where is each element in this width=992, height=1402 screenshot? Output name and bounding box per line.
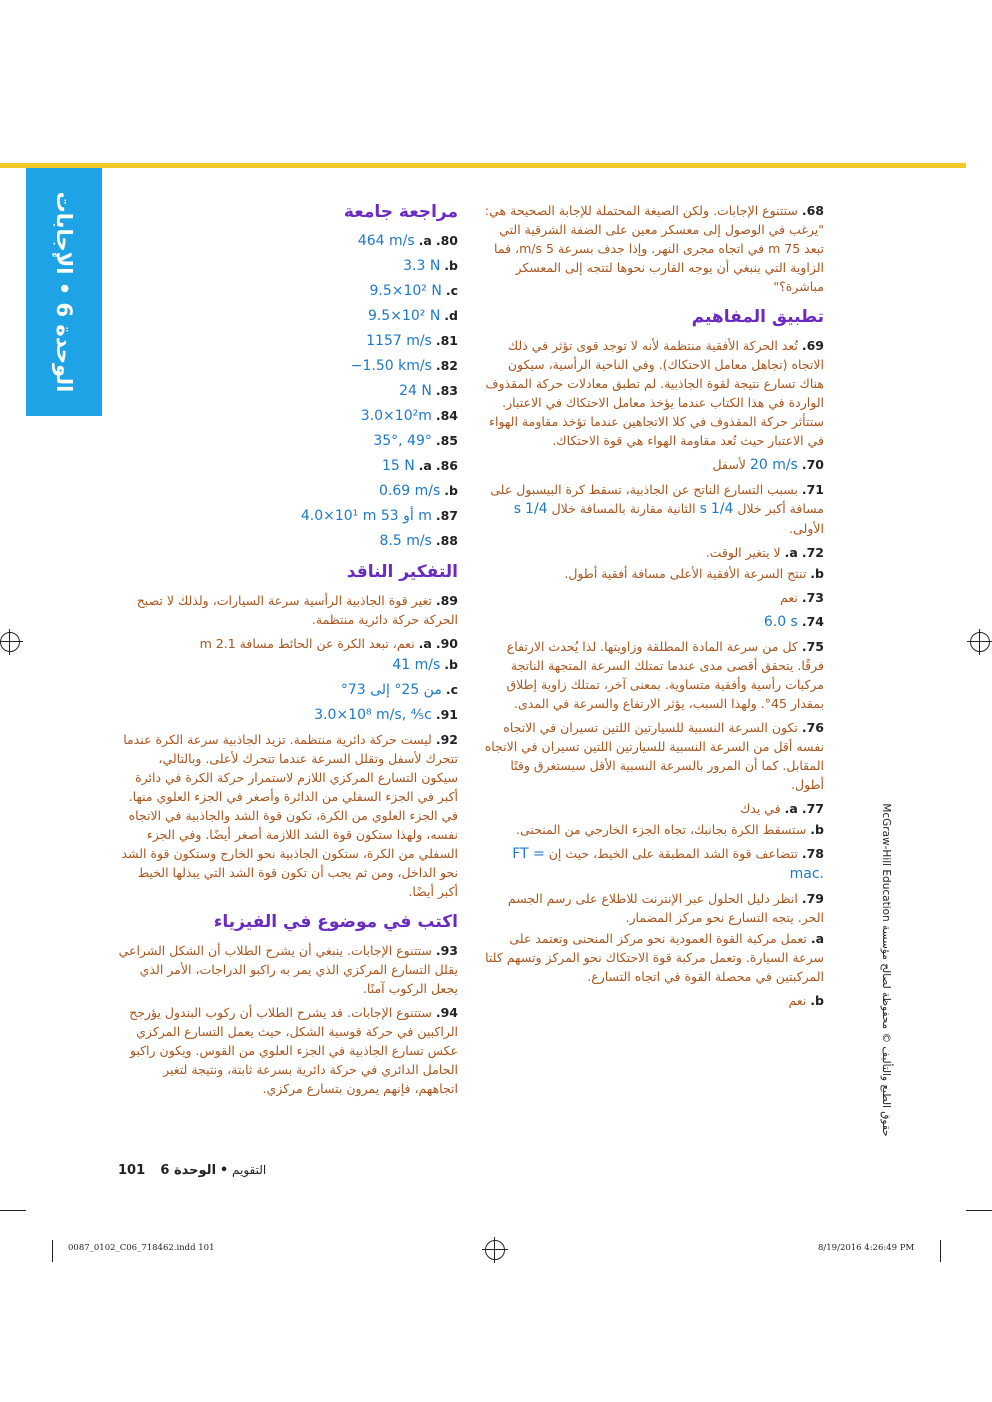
page-number: 101 [118,1163,146,1178]
section-heading-critical-thinking: التفكير الناقد [346,562,458,582]
item-value: 35°, 49° [373,433,432,449]
answer-76: 76. تكون السرعة النسبية للسيارتين اللتين تسيران في الاتجاه نفسه أقل من السرعة النسبية للسيارتين اللتين تسيران في الاتجاه المقابل. كما أن المرور بالسرعة النسبية الأقل سيستغرق وقتًا أطول. [484,720,824,792]
item-label: a. [418,233,432,248]
item-value: 9.5×10² N [369,283,442,299]
item-value: 15 N [381,458,415,474]
item-value: 0.69 m/s [379,483,441,499]
answer-68: 68. ستتنوع الإجابات. ولكن الصيغة المحتملة للإجابة الصحيحة هي: "يرغب في الوصول إلى معسكر معين على الضفة الشرقية التي تبعد 75 m في اتجاه مجرى النهر. وإذا جدف بسرعة 5 m/s، فما الزاوية التي ينبغي أن يوجه القارب نحوها لتتجه إلى المعسكر مباشرة؟" [484,203,824,294]
right-column [484,201,824,1015]
answer-90: 90. a. نعم، تبعد الكرة عن الحائط مسافة 2.1 m b. 41 m/s c. من 25° إلى 73° [118,634,458,700]
registration-mark-icon [485,1240,505,1260]
item-number: 84. [435,408,458,423]
section-heading-review: مراجعة جامعة [343,202,458,222]
answer-69: 69. تُعد الحركة الأفقية منتظمة لأنه لا توجد قوى تؤثر في ذلك الاتجاه (تجاهل معامل الاحتكاك). وفي الناحية الرأسية، سيكون هناك تسارع نتيجة لقوة الجاذبية. لم تطبق معادلات حركة المقذوف الواردة في هذا الكتاب عندما يؤخذ معامل الاحتكاك في الاعتبار. ستتأثر حركة المقذوف في كلا الاتجاهين عندما تؤخذ مقاومة الهواء في الاعتبار حيث تُعد مقاومة الهواء هي قوة الاحتكاك. [485,338,824,448]
crop-mark [940,1240,941,1262]
page-footer: 101 التقويم • الوحدة 6 [118,1163,267,1178]
yellow-header-rule [0,163,966,168]
answer-74: 74. 6.0 s [763,614,824,630]
section-heading-writing: اكتب في موضوع في الفيزياء [213,912,458,932]
answer-93: 93. ستتنوع الإجابات. ينبغي أن يشرح الطلاب أن الشكل الشراعي يقلل التسارع المركزي الذي يمر به راكبو الدراجات، الأمر الذي يجعل الركوب آمنًا. [118,943,458,996]
review-answer [118,231,458,251]
item-number: 81. [435,333,458,348]
answer-75: 75. كل من سرعة المادة المطلقة وزاويتها. لذا يُحدث الارتفاع فرقًا. يتحقق أقصى مدى عندما تمتلك السرعة المتجهة الناتجة مركبات رأسية وأفقية متساوية. بمعنى آخر، تمتلك زاوية إطلاق بمقدار 45°. ولهذا السبب، يؤثر الارتفاع والسرعة في المدى. [506,639,824,711]
review-answer [118,481,458,501]
item-number: 85. [435,433,458,448]
answer-79b: b. نعم [788,993,824,1008]
item-label: a. [418,458,432,473]
item-number: 86. [435,458,458,473]
item-label: b. [444,483,458,498]
item-label: b. [444,258,458,273]
review-answer [118,281,458,301]
answer-94: 94. ستتنوع الإجابات. قد يشرح الطلاب أن ركوب البندول يؤرجح الراكبين في حركة قوسية الشكل، حيث يعمل التسارع المركزي عكس تسارع الجاذبية في الجزء العلوي من القوس. ويكون راكبو الحامل الدائري في حركة دائرية بسرعة ثابتة، ونتيجة لتغير اتجاههم، فإنهم يمرون بتسارع مركزي. [129,1005,458,1096]
review-answer [118,431,458,451]
registration-mark-icon [0,632,20,652]
answer-92: 92. ليست حركة دائرية منتظمة. تزيد الجاذبية سرعة الكرة عندما تتحرك لأسفل وتقلل السرعة عندما تتحرك لأعلى. وبالتالي، سيكون التسارع المركزي اللازم لاستمرار حركة الكرة في دائرة أكبر في الجزء السفلي من الدائرة وأصغر في الجزء العلوي منها. في الجزء العلوي من الكرة، تكون قوة الشد والجاذبية في الاتجاه نفسه، ولهذا ستكون قوة الشد اللازمة أصغر أيضًا. وفي الجزء السفلي من الكرة، ستكون الجاذبية نحو الخارج وستكون قوة الشد نحو الداخل، ومن ثم يجب أن تكون قوة الشد التي يبذلها الخيط أكبر أيضًا. [121,732,458,899]
answer-79: 79. انظر دليل الحلول عبر الإنترنت للاطلاع على رسم الجسم الحر. يتجه التسارع نحو مركز المضمار. a. تعمل مركبة القوة العمودية نحو مركز المنحنى وتعتمد على سرعة السيارة. وتعمل مركبة قوة الاحتكاك نحو المركز وتسهم كلتا المركبتين في محصلة القوة في اتجاه التسارع. b. نعم [485,891,824,1008]
review-answer [118,306,458,326]
footer-unit: الوحدة 6 [160,1163,217,1178]
crop-mark [0,1210,26,1211]
review-answer [118,456,458,476]
item-number: 80. [435,233,458,248]
crop-mark [966,1210,992,1211]
left-column [118,201,458,1103]
item-number: 88. [435,533,458,548]
item-value: 464 m/s [357,233,415,249]
answer-70: 70. 20 m/s لأسفل [712,457,824,473]
item-value: 1157 m/s [366,333,432,349]
item-value: 4.0×10¹ m أو 53 m [300,508,432,524]
answer-72b: b. تنتج السرعة الأفقية الأعلى مسافة أفقية أطول. [564,566,824,581]
answer-89: 89. تغير قوة الجاذبية الرأسية سرعة السيارات، ولذلك لا تصبح الحركة حركة دائرية منتظمة. [136,593,458,627]
review-answer [118,531,458,551]
item-value: 9.5×10² N [367,308,441,324]
item-label: c. [445,283,458,298]
answer-71: 71. بسبب التسارع الناتج عن الجاذبية، تسقط كرة البيسبول على مسافة أكبر خلال 1/4 s الثانية مقارنة بالمسافة خلال 1/4 s الأولى. [490,482,824,536]
footer-section: التقويم [232,1163,267,1177]
answer-91: 91. 3.0×10⁸ m/s, ⁴⁄₅c [314,707,458,723]
review-answer [118,356,458,376]
item-number: 82. [435,358,458,373]
answer-78: 78. تتضاعف قوة الشد المطبقة على الخيط، حيث إن FT = mac. [512,846,824,882]
item-value: 8.5 m/s [379,533,432,549]
answer-73: 73. نعم [780,590,824,605]
review-answer [118,331,458,351]
item-label: d. [444,308,458,323]
registration-mark-icon [970,632,990,652]
review-answer [118,381,458,401]
review-answer [118,506,458,526]
crop-mark [52,1240,53,1262]
item-value: −1.50 km/s [350,358,432,374]
section-heading-apply-concepts: تطبيق المفاهيم [691,307,824,327]
review-list [118,231,458,551]
item-value: 3.0×10²m [360,408,432,424]
slug-file: 0087_0102_C06_718462.indd 101 [68,1243,215,1253]
copyright-notice: حقوق الطبع والتأليف © محفوظة لصالح مؤسسة McGraw-Hill Education [880,803,892,1137]
answer-90c: c. من 25° إلى 73° [340,682,458,698]
item-value: 3.3 N [403,258,441,274]
item-number: 83. [435,383,458,398]
item-number: 87. [435,508,458,523]
answer-90b: b. 41 m/s [392,657,458,673]
side-tab-label: الوحدة 6 • الإجابات [52,191,76,393]
answer-72: 72. a. لا يتغير الوقت. b. تنتج السرعة الأفقية الأعلى مسافة أفقية أطول. [484,543,824,583]
answer-79a: a. تعمل مركبة القوة العمودية نحو مركز المنحنى وتعتمد على سرعة السيارة. وتعمل مركبة قوة الاحتكاك نحو المركز وتسهم كلتا المركبتين في محصلة القوة في اتجاه التسارع. [485,931,824,984]
answer-77: 77. a. في يدك b. ستسقط الكرة بجانبك، تجاه الجزء الخارجي من المنحنى. [484,799,824,839]
answer-77b: b. ستسقط الكرة بجانبك، تجاه الجزء الخارجي من المنحنى. [516,822,824,837]
slug-date: 8/19/2016 4:26:49 PM [818,1243,915,1253]
review-answer [118,256,458,276]
review-answer [118,406,458,426]
item-value: 24 N [399,383,432,399]
